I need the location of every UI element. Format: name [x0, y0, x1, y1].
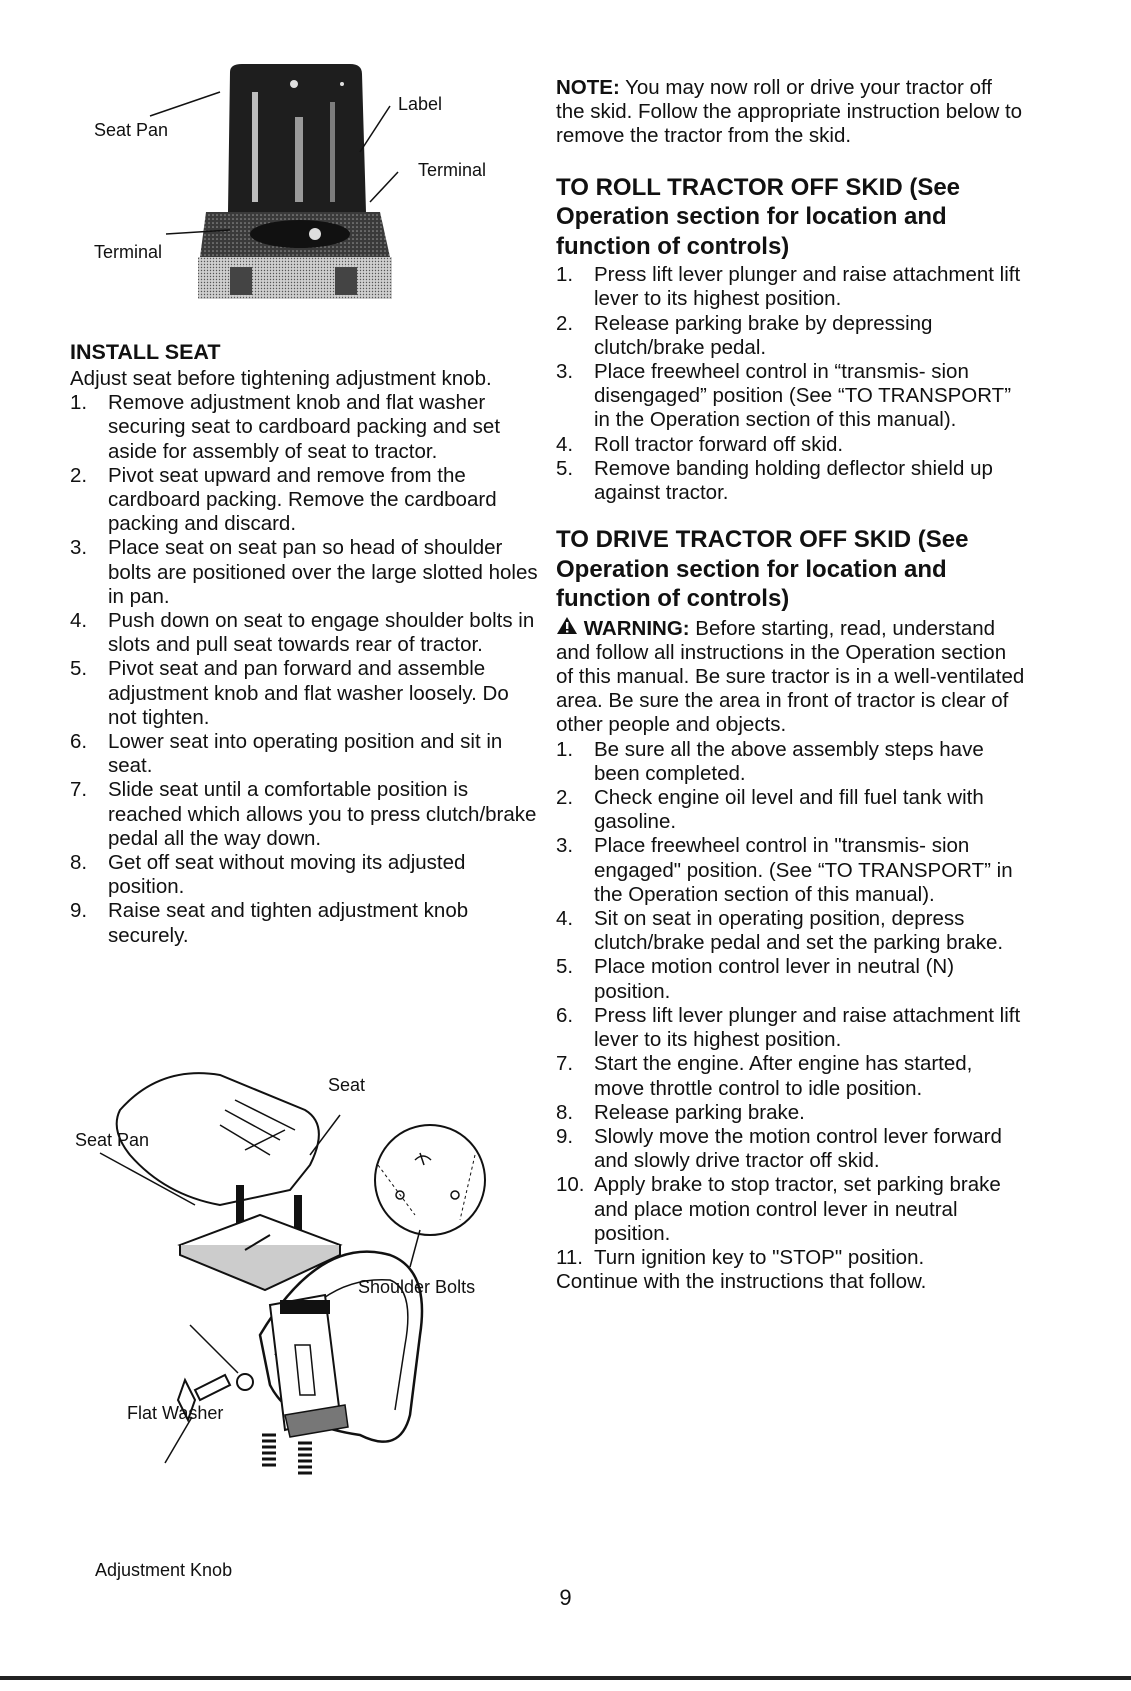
right-column — [556, 76, 1026, 1294]
note-paragraph — [556, 76, 1026, 149]
drive-off-steps — [556, 738, 1026, 1270]
flat-washer-label: Flat Washer — [127, 1403, 224, 1423]
list-item: 7. Start the engine. After engine has started, move throttle control to idle position. — [556, 1052, 973, 1100]
list-item: 6. Lower seat into operating position and sit in seat. — [70, 730, 503, 778]
adjustment-knob-label: Adjustment Knob — [95, 1560, 233, 1580]
list-item: 11. Turn ignition key to "STOP" position. — [556, 1245, 925, 1269]
install-seat-heading: INSTALL SEAT — [70, 340, 221, 364]
list-item: 2. Release parking brake by depressing clutch/brake pedal. — [556, 311, 933, 359]
drive-off-heading: TO DRIVE TRACTOR OFF SKID (See Operation section for location and function of controls) — [556, 526, 969, 613]
list-item: 3. Place seat on seat pan so head of shoulder bolts are positioned over the large slotted holes in pan. — [70, 536, 538, 608]
warning-label: WARNING: — [583, 616, 690, 640]
seat-pan-illustration — [80, 62, 530, 324]
install-seat-intro: Adjust seat before tightening adjustment knob. — [70, 367, 492, 390]
seat-pan-terminal-figure — [80, 62, 530, 324]
list-item: 3. Place freewheel control in “transmis- sion disengaged” position (See “TO TRANSPORT” in the Operation section of this manual). — [556, 359, 1012, 432]
list-item: 5. Pivot seat and pan forward and assemble adjustment knob and flat washer loosely. Do not tighten. — [70, 657, 509, 729]
list-item: 5. Remove banding holding deflector shield up against tractor. — [556, 456, 993, 504]
list-item: 8. Get off seat without moving its adjusted position. — [70, 851, 466, 899]
note-text: You may now roll or drive your tractor off the skid. Follow the appropriate instruction below to remove the tractor from the skid. — [556, 76, 1023, 148]
seat-label: Seat — [328, 1075, 366, 1095]
label-label: Label — [398, 94, 443, 114]
list-item: 2. Check engine oil level and fill fuel tank with gasoline. — [556, 786, 984, 834]
list-item: 4. Sit on seat in operating position, depress clutch/brake pedal and set the parking brake. — [556, 907, 1004, 955]
page-number: 9 — [559, 1585, 572, 1610]
warning-paragraph — [556, 616, 1026, 738]
list-item: 10. Apply brake to stop tractor, set parking brake and place motion control lever in neutral position. — [556, 1173, 1001, 1245]
terminal-right-label: Terminal — [418, 160, 487, 180]
list-item: 1. Press lift lever plunger and raise attachment lift lever to its highest position. — [556, 263, 1021, 311]
seat-assembly-figure — [70, 1055, 540, 1580]
install-seat-steps — [70, 391, 540, 948]
bottom-rule — [0, 1676, 1131, 1680]
left-column — [70, 340, 540, 948]
list-item: 9. Slowly move the motion control lever forward and slowly drive tractor off skid. — [556, 1124, 1002, 1173]
terminal-left-label: Terminal — [94, 242, 163, 262]
list-item: 4. Roll tractor forward off skid. — [556, 432, 844, 456]
list-item: 3. Place freewheel control in "transmis- sion engaged" position. (See “TO TRANSPORT” in the Operation section of this manual). — [556, 834, 1013, 906]
list-item: 5. Place motion control lever in neutral (N) position. — [556, 955, 955, 1003]
seat-pan-label: Seat Pan — [94, 120, 169, 140]
list-item: 4. Push down on seat to engage shoulder bolts in slots and pull seat towards rear of tractor. — [70, 609, 535, 657]
list-item: 9. Raise seat and tighten adjustment knob securely. — [70, 899, 469, 947]
list-item: 1. Be sure all the above assembly steps have been completed. — [556, 737, 984, 785]
list-item: 8. Release parking brake. — [556, 1100, 805, 1124]
list-item: 7. Slide seat until a comfortable position is reached which allows you to press clutch/brake pedal all the way down. — [70, 778, 537, 850]
roll-off-heading: TO ROLL TRACTOR OFF SKID (See Operation section for location and function of controls) — [556, 173, 961, 260]
list-item: 2. Pivot seat upward and remove from the cardboard packing. Remove the cardboard packing and discard. — [70, 463, 497, 536]
warning-text: Before starting, read, understand and follow all instructions in the Operation section of this manual. Be sure tractor is in a well-ventilated area. Be sure the area in front of tractor is clear of other people and objects. — [556, 616, 1025, 737]
seat-pan-label: Seat Pan — [75, 1130, 150, 1150]
list-item: 6. Press lift lever plunger and raise attachment lift lever to its highest position. — [556, 1003, 1021, 1052]
note-label: NOTE: — [556, 76, 620, 99]
shoulder-bolts-label: Shoulder Bolts — [358, 1277, 476, 1297]
warning-icon — [556, 616, 578, 635]
list-item: 1. Remove adjustment knob and flat washer securing seat to cardboard packing and set aside for assembly of seat to tractor. — [70, 391, 501, 463]
closing-text: Continue with the instructions that follow. — [556, 1270, 927, 1294]
roll-off-steps — [556, 263, 1026, 505]
